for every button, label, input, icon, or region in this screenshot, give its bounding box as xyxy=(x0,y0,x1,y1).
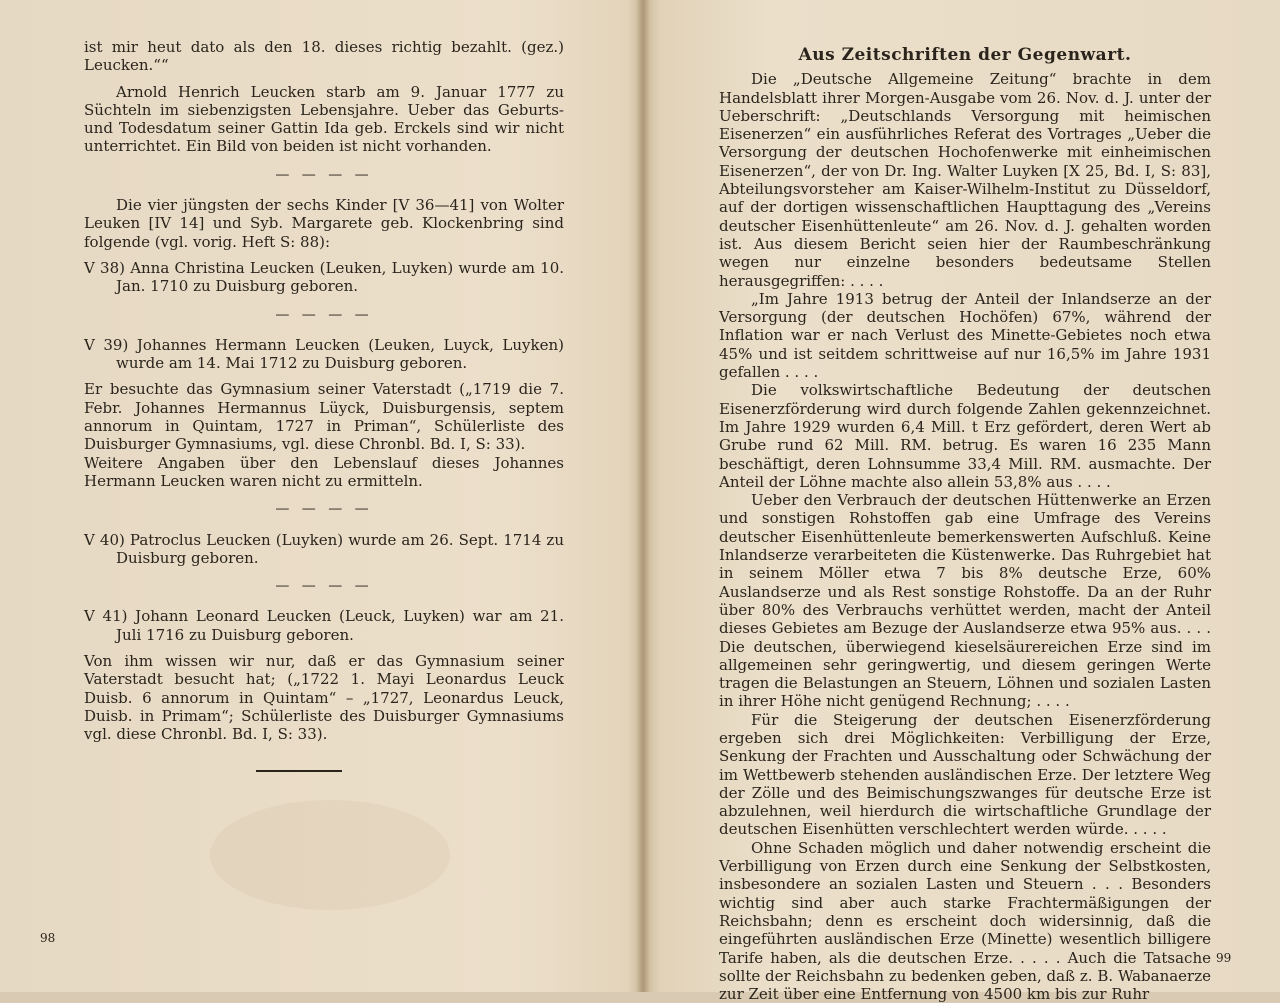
page-number: 98 xyxy=(40,931,56,945)
entry-v41: V 41) Johann Leonard Leucken (Leuck, Luyken) war am 21. Juli 1716 zu Duisburg geboren. xyxy=(84,607,564,644)
paragraph: Die „Deutsche Allgemeine Zeitung“ brachte in dem Handelsblatt ihrer Morgen-Ausgabe vom 26. Nov. d. J. unter der Ueberschrift: „Deutschlands Versorgung mit heimischen Eisenerzen“ ein ausführliches Referat des Vortrages „Ueber die Versorgung der deutschen Hochofenwerke mit einheimischen Eisenerzen“, der von Dr. Ing. Walter Luyken [X 25, Bd. I, S: 83], Abteilungsvorsteher am Kaiser-Wilhelm-Institut zu Düsseldorf, auf der dortigen wissenschaftlichen Haupttagung des „Vereins deutscher Eisenhüttenleute“ am 26. Nov. d. J. gehalten worden ist. Aus diesem Bericht seien hier der Raumbeschränkung wegen nur einzelne besonders bedeutsame Stellen herausgegriffen: . . . . xyxy=(719,70,1211,290)
section-separator: — — — — xyxy=(275,166,373,183)
left-page xyxy=(0,0,640,992)
paragraph: Die volkswirtschaftliche Bedeutung der deutschen Eisenerzförderung wird durch folgende Zahlen gekennzeichnet. Im Jahre 1929 wurden 6,4 Mill. t Erz gefördert, deren Wert ab Grube rund 62 Mill. RM. betrug. Es waren 16 235 Mann beschäftigt, deren Lohnsumme 33,4 Mill. RM. ausmachte. Der Anteil der Löhne machte also allein 53,8% aus . . . . xyxy=(719,381,1211,491)
entry-v38: V 38) Anna Christina Leucken (Leuken, Luyken) wurde am 10. Jan. 1710 zu Duisburg geboren. xyxy=(84,258,564,296)
section-separator: — — — — xyxy=(275,501,373,518)
paragraph: Für die Steigerung der deutschen Eisenerzförderung ergeben sich drei Möglichkeiten: Verbilligung der Erze, Senkung der Frachten und Ausschaltung oder Schwächung der im Wettbewerb stehenden ausländischen Erze. Der letztere Weg der Zölle und des Beimischungszwanges für deutsche Erze ist abzulehnen, weil hierdurch die wirtschaftliche Grundlage der deutschen Eisenhütten verschlechtert werden würde. . . . . xyxy=(719,710,1211,839)
paragraph: Die vier jüngsten der sechs Kinder [V 36—41] von Wolter Leuken [IV 14] und Syb. Margarete geb. Klockenbring sind folgende (vgl. vorig. Heft S: 88): xyxy=(84,196,564,251)
section-separator: — — — — xyxy=(275,578,373,595)
section-heading: Aus Zeitschriften der Gegenwart. xyxy=(798,45,1132,65)
paragraph: ist mir heut dato als den 18. dieses richtig bezahlt. (gez.) Leucken.““ xyxy=(84,38,564,75)
right-page xyxy=(648,0,1280,1003)
paragraph: Weitere Angaben über den Lebenslauf dieses Johannes Hermann Leucken waren nicht zu ermitteln. xyxy=(84,453,564,490)
end-rule xyxy=(256,770,342,772)
entry-v39: V 39) Johannes Hermann Leucken (Leuken, Luyck, Luyken) wurde am 14. Mai 1712 zu Duisburg geboren. xyxy=(84,335,564,373)
paper-stain xyxy=(210,800,450,910)
paragraph: Von ihm wissen wir nur, daß er das Gymnasium seiner Vaterstadt besucht hat; („1722 1. Mayi Leonardus Leuck Duisb. 6 annorum in Quintam“ – „1727, Leonardus Leuck, Duisb. in Primam“; Schülerliste des Duisburger Gymnasiums vgl. diese Chronbl. Bd. I, S: 33). xyxy=(84,652,564,744)
page-number: 99 xyxy=(1216,951,1232,965)
paragraph: Ueber den Verbrauch der deutschen Hüttenwerke an Erzen und sonstigen Rohstoffen gab eine Umfrage des Vereins deutscher Eisenhüttenleute bemerkenswerten Aufschluß. Keine Inlandserze verarbeiteten die Küstenwerke. Das Ruhrgebiet hat in seinem Möller etwa 7 bis 8% deutsche Erze, 60% Auslandserze und als Rest sonstige Rohstoffe. Da an der Ruhr über 80% des Verbrauchs verhüttet werden, macht der Anteil dieses Gebietes am Bezuge der Auslandserze etwa 95% aus. . . . Die deutschen, überwiegend kieselsäurereichen Erze sind im allgemeinen sehr geringwertig, und diesem geringen Werte tragen die Belastungen an Steuern, Löhnen und sozialen Lasten in ihrer Höhe nicht genügend Rechnung; . . . . xyxy=(719,491,1211,711)
entry-v40: V 40) Patroclus Leucken (Luyken) wurde am 26. Sept. 1714 zu Duisburg geboren. xyxy=(84,530,564,567)
paragraph: „Im Jahre 1913 betrug der Anteil der Inlandserze an der Versorgung (der deutschen Hochöfen) 67%, während der Inflation war er nach Verlust des Minette-Gebietes noch etwa 45% und ist seitdem schrittweise auf nur 16,5% im Jahre 1931 gefallen . . . . xyxy=(719,289,1211,382)
left-text-column xyxy=(84,38,564,772)
paragraph: Er besuchte das Gymnasium seiner Vaterstadt („1719 die 7. Febr. Johannes Hermannus Lüyck, Duisburgensis, septem annorum in Quintam, 1727 in Priman“, Schülerliste des Duisburger Gymnasiums, vgl. diese Chronbl. Bd. I, S: 33). xyxy=(84,380,564,454)
paragraph: Ohne Schaden möglich und daher notwendig erscheint die Verbilligung von Erzen durch eine Senkung der Selbstkosten, insbesondere an sozialen Lasten und Steuern . . . Besonders wichtig sind aber auch starke Frachtermäßigungen der Reichsbahn; denn es erscheint doch widersinnig, daß die eingeführten ausländischen Erze (Minette) wesentlich billigere Tarife haben, als die deutschen Erze. . . . . Auch die Tatsache sollte der Reichsbahn zu bedenken geben, daß z. B. Wabanaerze zur Zeit über eine Entfernung von 4500 km bis zur Ruhr xyxy=(719,838,1211,1003)
right-text-column xyxy=(719,38,1211,1003)
section-separator: — — — — xyxy=(275,306,373,323)
paragraph: Arnold Henrich Leucken starb am 9. Januar 1777 zu Süchteln im siebenzigsten Lebensjahre. Ueber das Geburts- und Todesdatum seiner Gattin Ida geb. Erckels sind wir nicht unterrichtet. Ein Bild von beiden ist nicht vorhanden. xyxy=(84,82,564,156)
